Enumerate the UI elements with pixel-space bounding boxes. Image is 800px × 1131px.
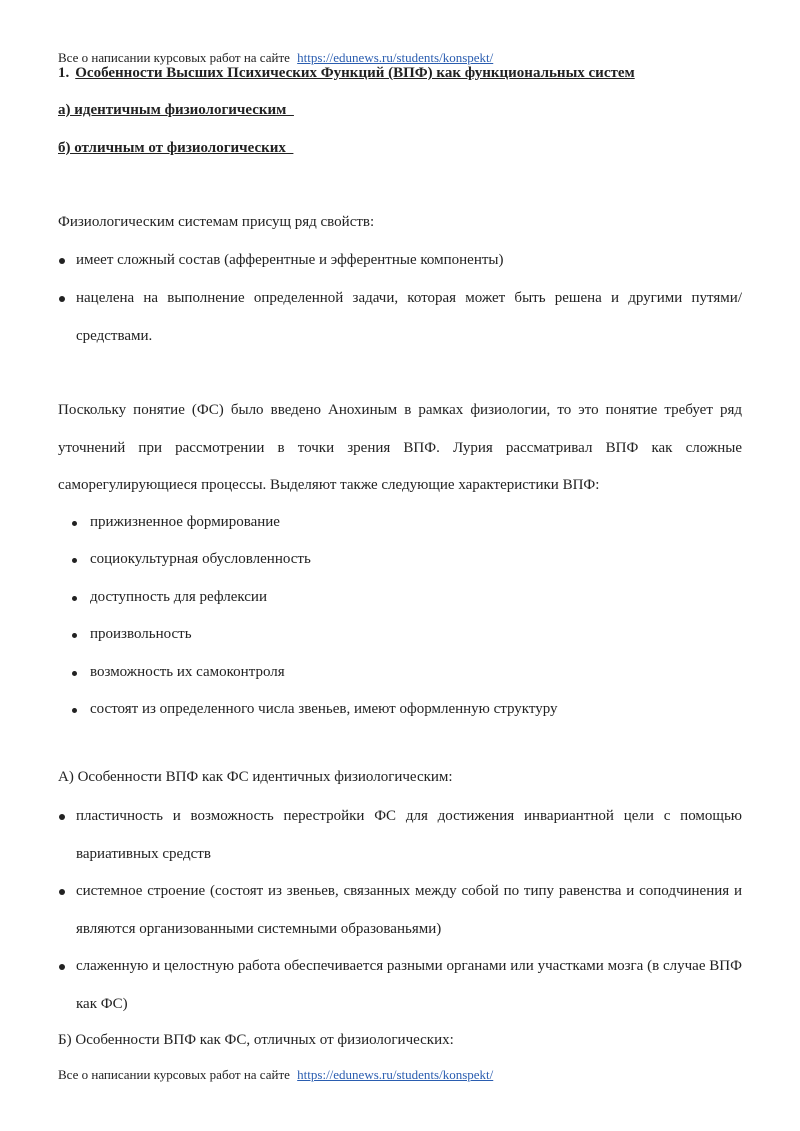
title-text: Особенности Высших Психических Функций (ВПФ) как функциональных систем bbox=[75, 65, 635, 81]
section-a-item: слаженную и целостную работа обеспечивается разными органами или участками мозга (в случае ВПФ как ФС) bbox=[76, 958, 742, 1012]
characteristic-item: произвольность bbox=[90, 626, 192, 642]
footer-text: Все о написании курсовых работ на сайте bbox=[58, 1067, 290, 1082]
section-a-item: пластичность и возможность перестройки ФС для достижения инвариантной цели с помощью вариативных средств bbox=[76, 808, 742, 862]
property-item: нацелена на выполнение определенной задачи, которая может быть решена и другими путями/средствами. bbox=[76, 290, 742, 344]
bullet-dot bbox=[72, 558, 77, 563]
bullet-dot bbox=[59, 296, 65, 302]
intro-text: Физиологическим системам присущ ряд свойств: bbox=[58, 214, 375, 230]
bullet-dot bbox=[59, 814, 65, 820]
bullet-dot bbox=[59, 889, 65, 895]
property-item: имеет сложный состав (афферентные и эфферентные компоненты) bbox=[76, 252, 504, 268]
document-title bbox=[58, 65, 635, 82]
bullet-dot bbox=[72, 596, 77, 601]
bullet-dot bbox=[72, 633, 77, 638]
title-number: 1. bbox=[58, 65, 70, 81]
bullet-dot bbox=[72, 521, 77, 526]
subheading-b: б) отличным от физиологических bbox=[58, 140, 294, 156]
characteristic-item: прижизненное формирование bbox=[90, 514, 280, 530]
page-header bbox=[58, 50, 493, 66]
bullet-dot bbox=[59, 258, 65, 264]
bullet-dot bbox=[72, 671, 77, 676]
characteristic-item: социокультурная обусловленность bbox=[90, 551, 311, 567]
characteristic-item: состоят из определенного числа звеньев, имеют оформленную структуру bbox=[90, 701, 558, 717]
header-link[interactable]: https://edunews.ru/students/konspekt/ bbox=[297, 50, 494, 65]
main-paragraph: Поскольку понятие (ФС) было введено Анохиным в рамках физиологии, то это понятие требует ряд уточнений при рассмотрении в точки зрения ВПФ. Лурия рассматривал ВПФ как сложные саморегулирующиеся процессы. Выделяют также следующие характеристики ВПФ: bbox=[58, 402, 742, 493]
section-a-item: системное строение (состоят из звеньев, связанных между собой по типу равенства и соподчинения и являются организованными системными образованьями) bbox=[76, 883, 742, 937]
subheading-a: а) идентичным физиологическим bbox=[58, 102, 294, 118]
bullet-dot bbox=[59, 964, 65, 970]
characteristic-item: возможность их самоконтроля bbox=[90, 664, 285, 680]
header-text: Все о написании курсовых работ на сайте bbox=[58, 50, 290, 65]
section-a-heading: А) Особенности ВПФ как ФС идентичных физиологическим: bbox=[58, 769, 453, 785]
page-footer bbox=[58, 1067, 493, 1083]
footer-link[interactable]: https://edunews.ru/students/konspekt/ bbox=[297, 1067, 494, 1082]
bullet-dot bbox=[72, 708, 77, 713]
section-b-heading: Б) Особенности ВПФ как ФС, отличных от физиологических: bbox=[58, 1032, 454, 1048]
characteristic-item: доступность для рефлексии bbox=[90, 589, 267, 605]
